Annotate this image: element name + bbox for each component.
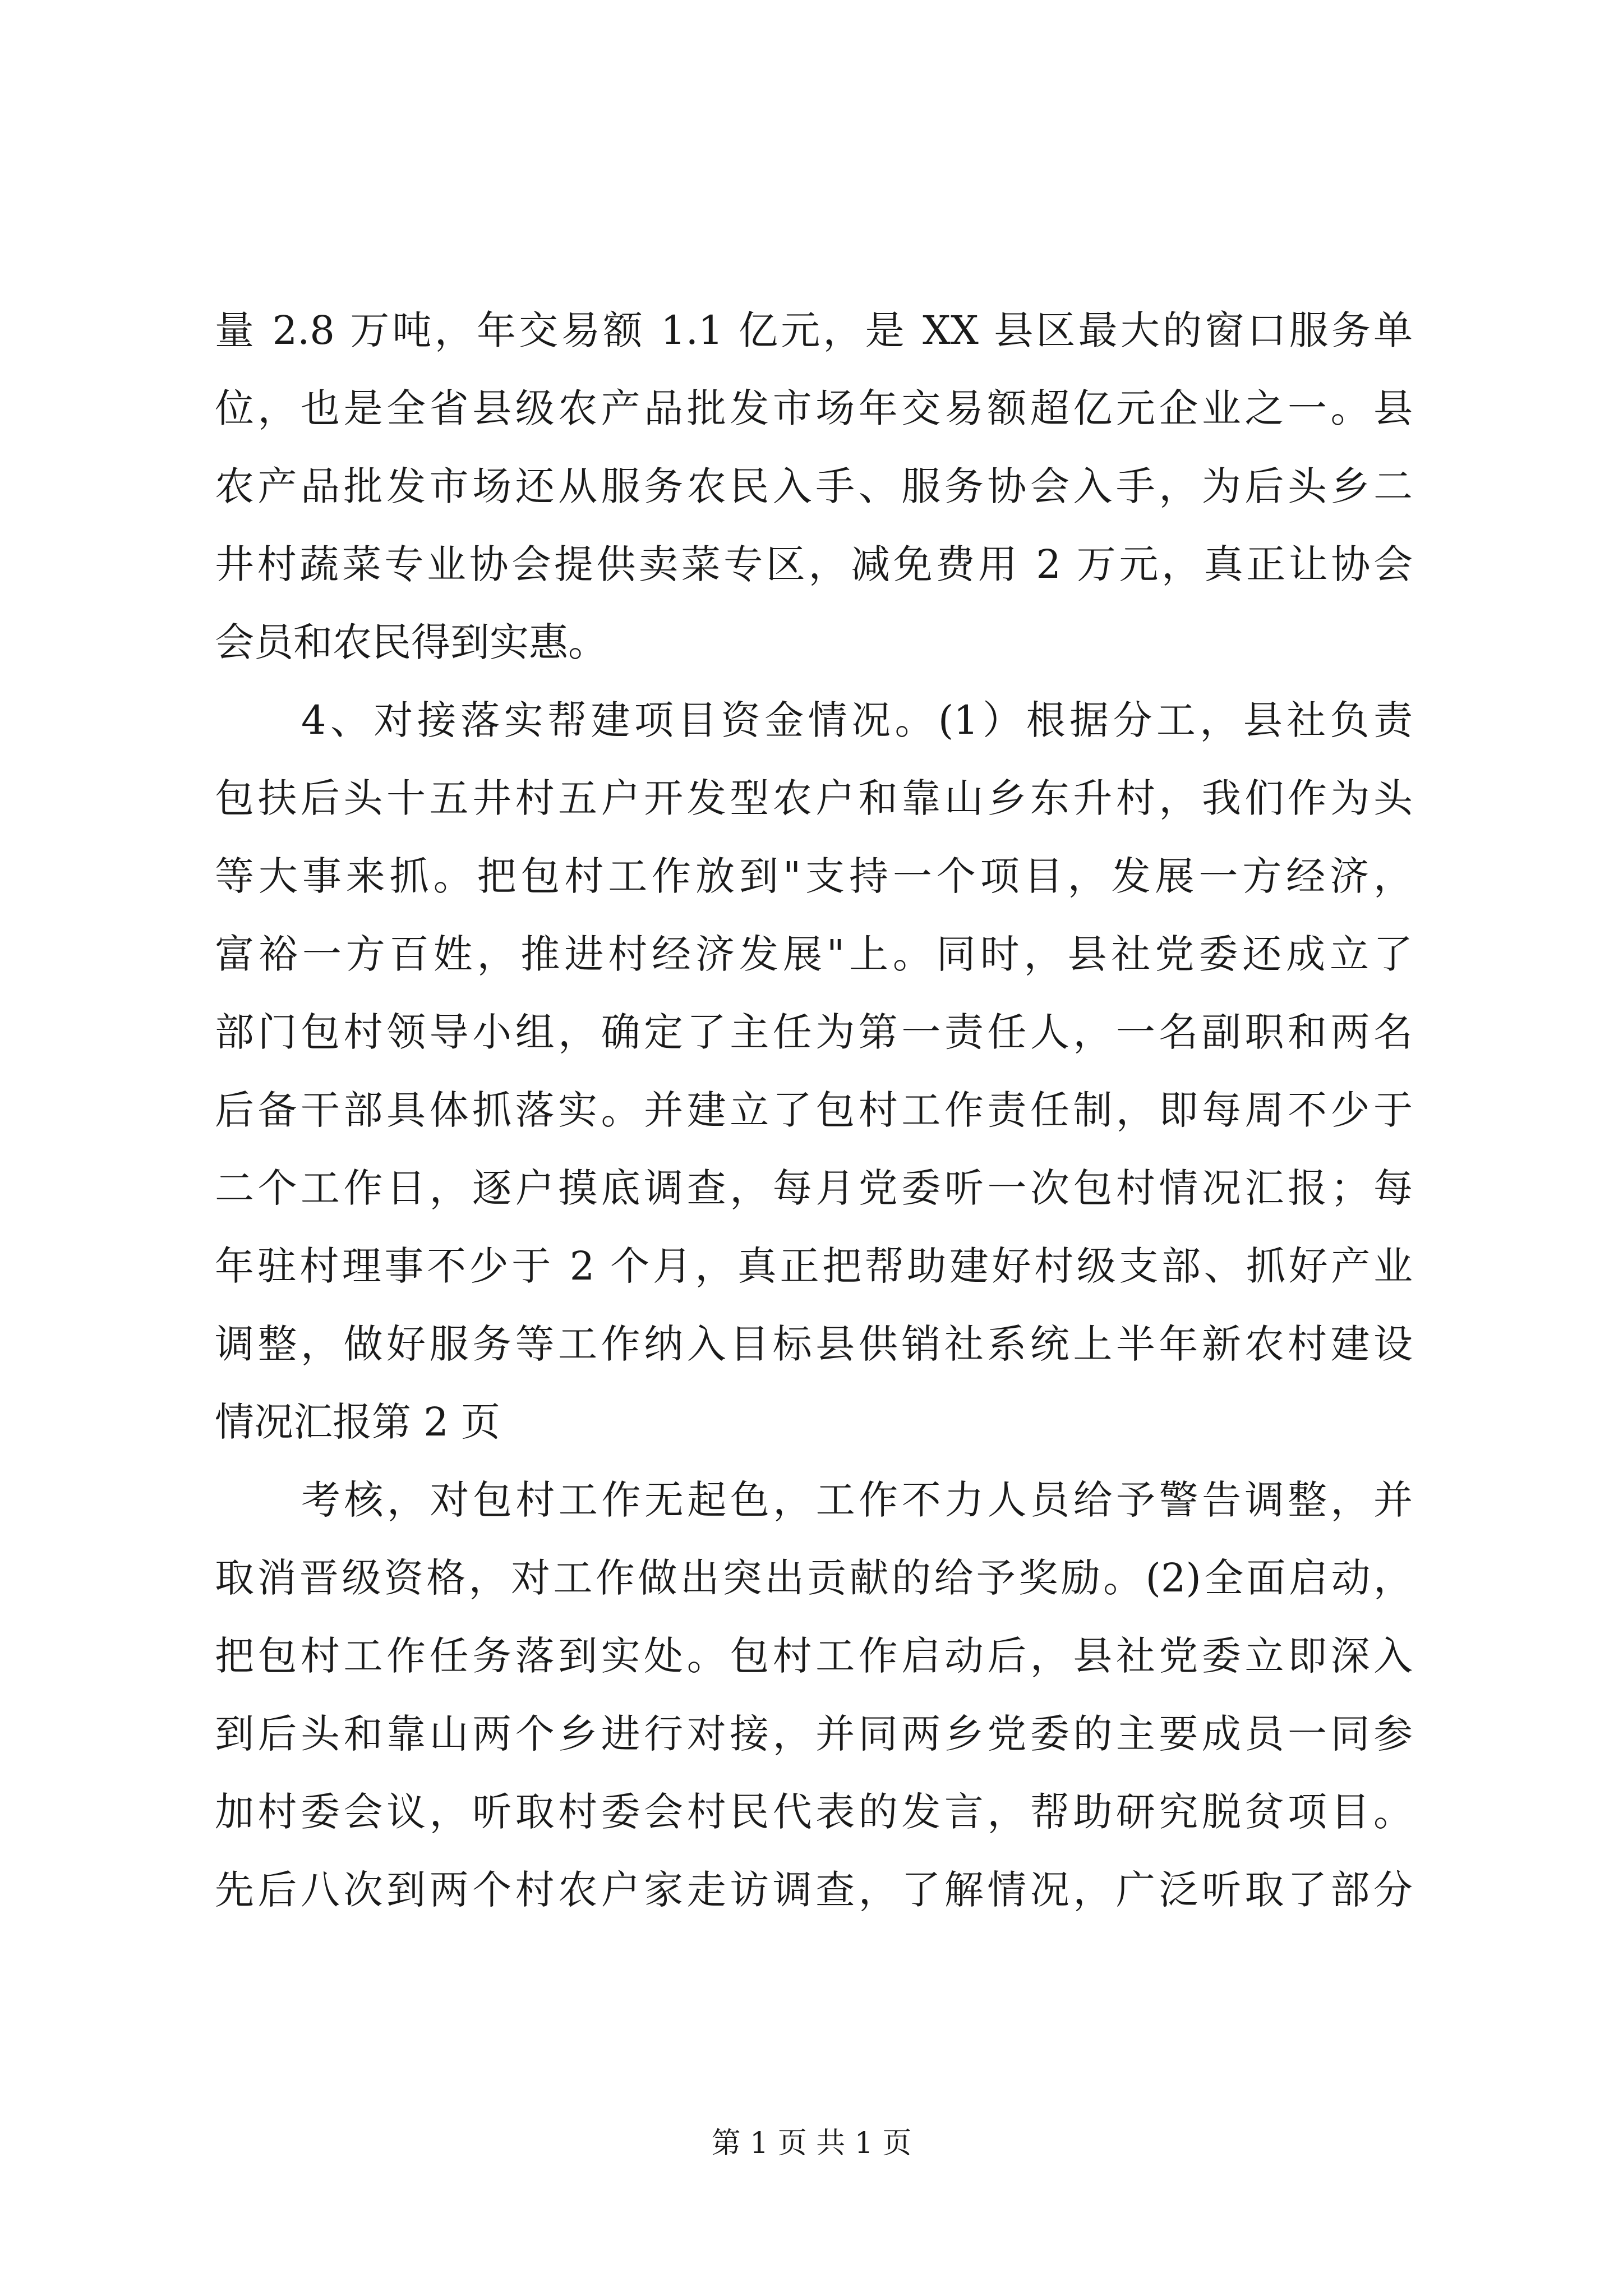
text-line: 位，也是全省县级农产品批发市场年交易额超亿元企业之一。县 bbox=[215, 385, 1413, 431]
text-line: 年驻村理事不少于 2 个月，真正把帮助建好村级支部、抓好产业 bbox=[215, 1243, 1413, 1289]
text-line: 会员和农民得到实惠。 bbox=[215, 619, 607, 665]
page-number-footer: 第 1 页 共 1 页 bbox=[711, 2127, 912, 2160]
text-line: 取消晋级资格，对工作做出突出贡献的给予奖励。(2)全面启动， bbox=[215, 1555, 1413, 1601]
text-line: 考核，对包村工作无起色，工作不力人员给予警告调整，并 bbox=[301, 1477, 1413, 1523]
text-line: 4、对接落实帮建项目资金情况。(1）根据分工，县社负责 bbox=[301, 697, 1413, 743]
text-line: 到后头和靠山两个乡进行对接，并同两乡党委的主要成员一同参 bbox=[215, 1711, 1413, 1757]
text-line: 加村委会议，听取村委会村民代表的发言，帮助研究脱贫项目。 bbox=[215, 1789, 1413, 1835]
text-line: 部门包村领导小组，确定了主任为第一责任人，一名副职和两名 bbox=[215, 1009, 1413, 1055]
text-line: 先后八次到两个村农户家走访调查，了解情况，广泛听取了部分 bbox=[215, 1867, 1413, 1913]
text-line: 量 2.8 万吨，年交易额 1.1 亿元，是 XX 县区最大的窗口服务单 bbox=[215, 307, 1413, 353]
text-line: 后备干部具体抓落实。并建立了包村工作责任制，即每周不少于 bbox=[215, 1087, 1413, 1133]
text-line: 包扶后头十五井村五户开发型农户和靠山乡东升村，我们作为头 bbox=[215, 775, 1413, 821]
paragraph-2 bbox=[215, 682, 1413, 1461]
text-line: 二个工作日，逐户摸底调查，每月党委听一次包村情况汇报；每 bbox=[215, 1165, 1413, 1211]
text-line: 井村蔬菜专业协会提供卖菜专区，减免费用 2 万元，真正让协会 bbox=[215, 541, 1413, 587]
paragraph-1 bbox=[215, 292, 1413, 682]
text-line: 把包村工作任务落到实处。包村工作启动后，县社党委立即深入 bbox=[215, 1633, 1413, 1679]
text-line: 情况汇报第 2 页 bbox=[215, 1399, 501, 1445]
text-line: 富裕一方百姓，推进村经济发展"上。同时，县社党委还成立了 bbox=[215, 931, 1413, 977]
paragraph-3 bbox=[215, 1461, 1413, 1929]
text-line: 等大事来抓。把包村工作放到"支持一个项目，发展一方经济， bbox=[215, 853, 1413, 899]
document-body bbox=[215, 292, 1413, 1929]
text-line: 农产品批发市场还从服务农民入手、服务协会入手，为后头乡二 bbox=[215, 463, 1413, 509]
text-line: 调整，做好服务等工作纳入目标县供销社系统上半年新农村建设 bbox=[215, 1321, 1413, 1367]
